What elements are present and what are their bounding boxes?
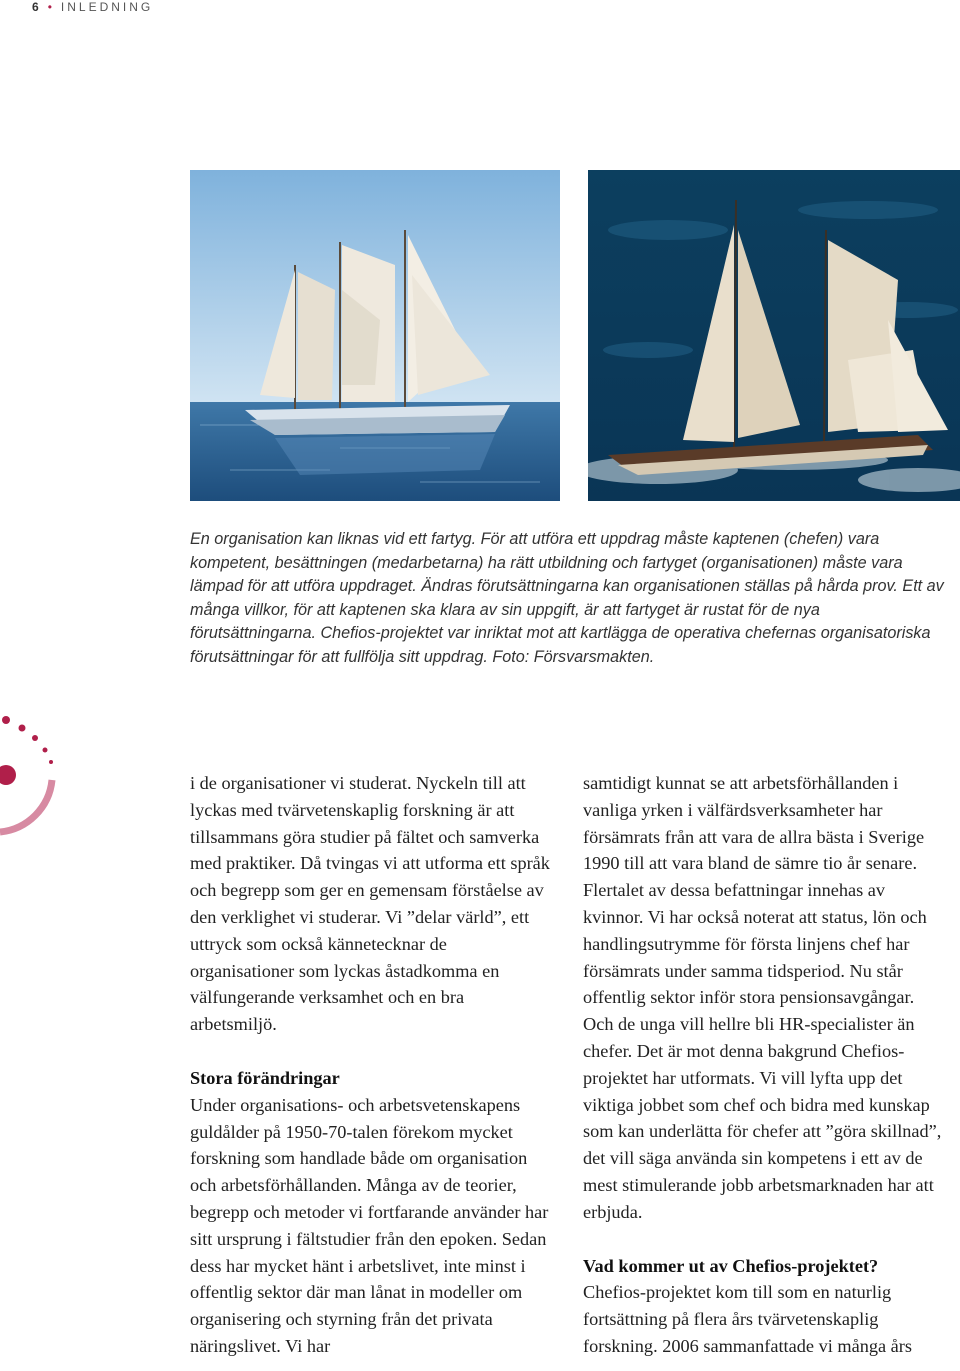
section-heading: Vad kommer ut av Chefios-projektet? — [583, 1255, 879, 1276]
section-title: INLEDNING — [60, 0, 154, 14]
page-number: 6 — [32, 0, 42, 14]
body-paragraph: Under organisations- och arbetsvetenskapens guldålder på 1950-70-talen förekom mycket forskning som handlade både om organisation och arbetsförhållanden. Många av de teorier, begrepp och metoder vi fortfarande använder har sitt ursprung i fältstudier från den epoken. Sedan dess har mycket hänt i arbetslivet, inte minst i offentlig sektor där man lånat in modeller om organisering och styrning från det privata näringslivet. Vi har — [190, 1094, 549, 1356]
left-column — [190, 770, 552, 1360]
yacht-in-rough-sea-icon — [588, 170, 960, 501]
photo-caption: En organisation kan liknas vid ett fartyg. För att utföra ett uppdrag måste kaptenen (chefen) vara kompetent, besättningen (medarbetarna) ha rätt utbildning och fartyget (organisationen) måste vara lämpad för att utföra uppdraget. Ändras förutsättningarna kan organisationen ställas på hårda prov. Ett av många villkor, för att kaptenen ska klara av sin uppgift, är att fartyget är rustat för de nya förutsättningarna. Chefios-projektet var inriktat mot att kartlägga de operativa chefernas organisatoriska förutsättningar för att fullfölja sitt uppdrag. Foto: Försvarsmakten. — [190, 530, 944, 666]
decorative-arc-icon — [0, 700, 80, 840]
running-head — [32, 0, 153, 14]
body-paragraph: Chefios-projektet kom till som en naturlig fortsättning på flera års tvärvetenskaplig forskning. 2006 sammanfattade vi många års — [583, 1282, 912, 1356]
header-bullet: • — [47, 0, 55, 14]
body-paragraph: i de organisationer vi studerat. Nyckeln till att lyckas med tvärvetenskaplig forskning är att tillsammans göra studier på fältet och samverka med praktiker. Då tvingas vi att utforma ett språk och begrepp som ger en gemensam förståelse av den verklighet vi studerar. Vi ”delar värld”, ett uttryck som också kännetecknar de organisationer som lyckas åstadkomma en välfungerande verksamhet och en bra arbetsmiljö. — [190, 773, 550, 1035]
schooner-under-sail-icon — [190, 170, 560, 501]
section-heading: Stora förändringar — [190, 1067, 340, 1088]
body-paragraph: samtidigt kunnat se att arbetsförhållanden i vanliga yrken i välfärdsverksamheter har försämrats från att vara de allra bästa i Sverige 1990 till att vara bland de sämre tio år senare. Flertalet av dessa befattningar innehas av kvinnor. Vi har också noterat att status, lön och handlingsutrymme för första linjens chef har försämrats under samma tidsperiod. Nu står offentlig sektor inför stora pensionsavgångar. Och de unga vill hellre bli HR-specialister än chefer. Det är mot denna bakgrund Chefios-projektet har utformats. Vi vill lyfta upp det viktiga jobbet som chef och bidra med kunskap som kan underlätta för chefer att ”göra skillnad”, det vill säga använda sin kompetens i ett av de mest stimulerande jobb arbetsmarknaden har att erbjuda. — [583, 773, 942, 1222]
right-column — [583, 770, 945, 1360]
